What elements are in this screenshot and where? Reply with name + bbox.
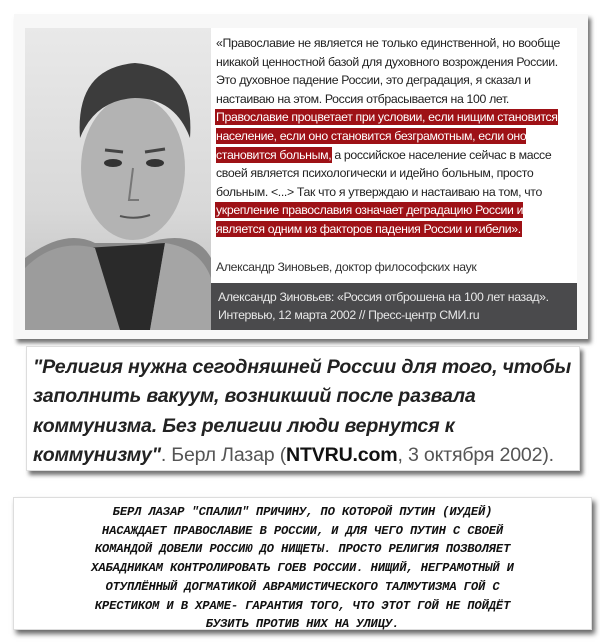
source-caption: Александр Зиновьев: «Россия отброшена на 100 лет назад». Интервью, 12 марта 2002 // Пресс-центр СМИ.ru: [211, 283, 577, 330]
attribution-prefix: . Берл Лазар (: [160, 443, 287, 466]
lazar-quote-text: [33, 353, 578, 470]
quote-segment: а российское население сейчас в массе своей является психологически и идейно больным, просто больным. <...> Так что я утверждаю и настаиваю на том, что: [216, 147, 552, 199]
portrait-illustration: [25, 28, 211, 330]
quote-author: Александр Зиновьев, доктор философских наук: [216, 260, 477, 274]
quote-segment: «Православие не является не только единственной, но вообще никакой ценностной базой для духовного возрождения России. Это духовное падение России, это деградация, я сказал и настаиваю на этом. Россия отбрасывается на 100 лет.: [216, 36, 561, 106]
source-site: NTVRU.com: [286, 443, 398, 466]
zinoviev-quote-text: [216, 34, 568, 239]
zinoviev-quote-card: [14, 14, 588, 339]
lazar-quote: "Религия нужна сегодняшней России для того, чтобы заполнить вакуум, возникший после развала коммунизма. Без религии люди вернутся к коммунизму": [33, 356, 571, 466]
zinoviev-quote-image: [25, 28, 577, 330]
portrait-photo: [25, 28, 211, 330]
attribution-suffix: , 3 октября 2002).: [397, 443, 554, 466]
lazar-quote-card: [26, 346, 580, 471]
comment-text: БЕРЛ ЛАЗАР "СПАЛИЛ" ПРИЧИНУ, ПО КОТОРОЙ ПУТИН (ИУДЕЙ) НАСАЖДАЕТ ПРАВОСЛАВИЕ В РОССИИ, И ДЛЯ ЧЕГО ПУТИН С СВОЕЙ КОМАНДОЙ ДОВЕЛИ РОССИЮ ДО НИЩЕТЫ. ПРОСТО РЕЛИГИЯ ПОЗВОЛЯЕТ ХАБАДНИКАМ КОНТРОЛИРОВАТЬ ГОЕВ РОССИИ. НИЩИЙ, НЕГРАМОТНЫЙ И ОТУПЛЁННЫЙ ДОГМАТИКОЙ АВРАМИСТИЧЕСКОГО ТАЛМУТИЗМА ГОЙ С КРЕСТИКОМ И В ХРАМЕ- ГАРАНТИЯ ТОГО, ЧТО ЭТОТ ГОЙ НЕ ПОЙДЁТ БУЗИТЬ ПРОТИВ НИХ НА УЛИЦУ.: [91, 505, 514, 632]
comment-card: [13, 497, 592, 630]
quote-highlight: Православие процветает при условии, если нищим становится население, если оно становится безграмотным, если оно становится больным,: [216, 110, 558, 162]
quote-highlight: укрепление православия означает деградацию России и является одним из факторов падения России и гибели».: [216, 203, 524, 236]
